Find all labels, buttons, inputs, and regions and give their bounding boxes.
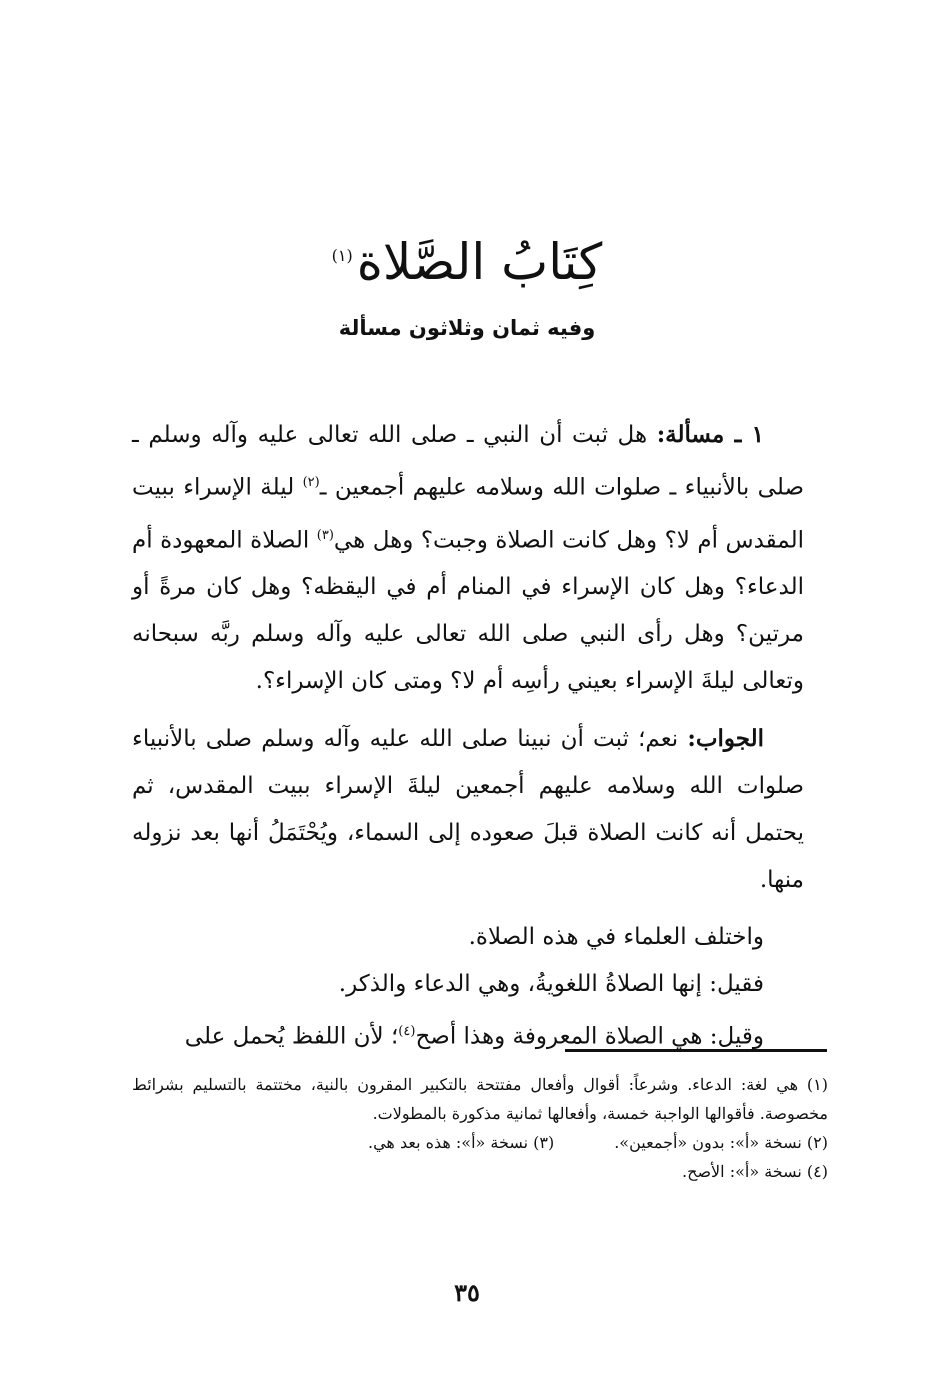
question-text-2: ليلة الإسراء ببيت المقدس أم لا؟ وهل كانت الصلاة وجبت؟ وهل هي: [132, 474, 804, 554]
footnote-ref-2: (٢): [302, 475, 320, 490]
answer-text: نعم؛ ثبت أن نبينا صلى الله عليه وآله وسلم صلى بالأنبياء صلوات الله وسلامه عليهم أجمعين ليلةَ الإسراء ببيت المقدس، ثم يحتمل أنه كانت الصلاة قبلَ صعوده إلى السماء، ويُحْتَمَلُ أنها بعد نزوله منها.: [132, 726, 804, 894]
question-paragraph: [132, 411, 804, 705]
footnote-2: (٢) نسخة «أ»: بدون «أجمعين».: [614, 1133, 828, 1152]
paragraph-linguistic: فقيل: إنها الصلاةُ اللغويةُ، وهي الدعاء والذكر.: [338, 971, 764, 998]
paragraph-known-prayer-text-2: ؛ لأن اللفظ يُحمل على: [184, 1023, 399, 1050]
paragraph-known-prayer-text-1: وقيل: هي الصلاة المعروفة وهذا أصح: [415, 1023, 764, 1050]
answer-paragraph: [132, 715, 804, 904]
footnote-4: (٤) نسخة «أ»: الأصح.: [682, 1162, 828, 1181]
chapter-title-footnote-ref: (١): [331, 246, 353, 266]
main-text: [132, 411, 804, 1061]
footnote-row: [132, 1128, 828, 1157]
footnotes: [132, 1070, 828, 1186]
paragraph-disagreement: واختلف العلماء في هذه الصلاة.: [468, 924, 764, 951]
chapter-title-text: كِتَابُ الصَّلاة: [356, 233, 603, 291]
footnote-ref-3: (٣): [316, 527, 334, 543]
footnote-ref-4: (٤): [398, 1024, 416, 1040]
chapter-subtitle: وفيه ثمان وثلاثون مسألة: [338, 316, 596, 340]
footnote-1: (١) هي لغة: الدعاء. وشرعاً: أقوال وأفعال مفتتحة بالتكبير المقرون بالنية، مختتمة بالتسليم بشرائط مخصوصة. فأقوالها الواجبة خمسة، وأفعالها ثمانية مذكورة بالمطولات.: [132, 1075, 829, 1123]
answer-label: الجواب:: [687, 725, 764, 753]
footnote-divider: [565, 1049, 827, 1052]
footnote-3: (٣) نسخة «أ»: هذه بعد هي.: [368, 1133, 555, 1152]
paragraph-known-prayer: [132, 1008, 804, 1061]
question-text-1: هل ثبت أن النبي ـ صلى الله تعالى عليه وآله وسلم ـ صلى بالأنبياء ـ صلوات الله وسلامه عليهم أجمعين ـ: [132, 422, 804, 501]
question-label: ١ ـ مسألة:: [656, 421, 765, 448]
page-number: ٣٥: [454, 1278, 480, 1307]
question-text-3: الصلاة المعهودة أم الدعاء؟ وهل كان الإسراء في المنام أم في اليقظه؟ وهل كان مرةً أو مرتين؟ وهل رأى النبي صلى الله تعالى عليه وآله وسلم ربَّه سبحانه وتعالى ليلةَ الإسراء بعيني رأسِه أم لا؟ ومتى كان الإسراء؟.: [132, 527, 804, 695]
chapter-title: [0, 232, 934, 292]
